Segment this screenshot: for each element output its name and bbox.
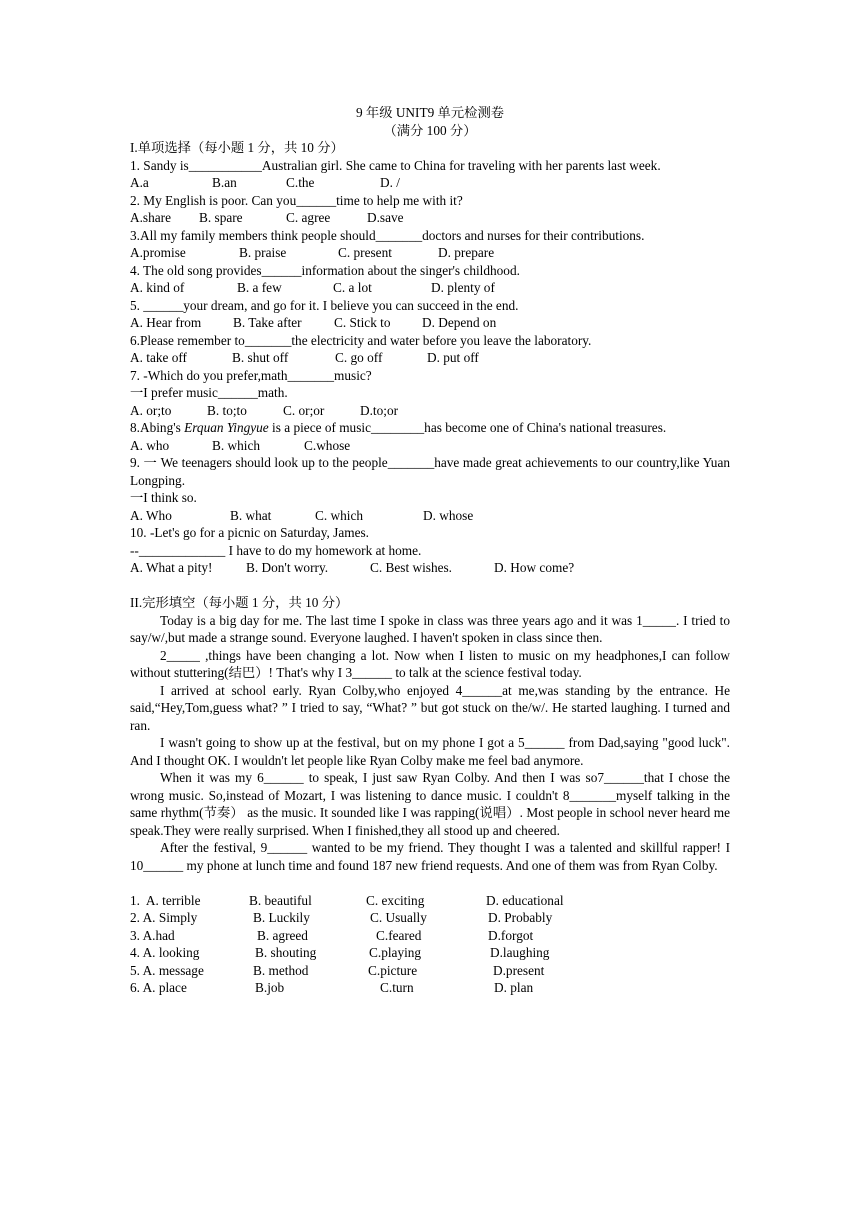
question-stem-part: is a piece of music________has become one of China's national treasures. [268, 420, 667, 435]
choice-row [130, 892, 730, 910]
exam-subtitle: （满分 100 分） [383, 122, 477, 138]
option: A. What a pity! [130, 560, 213, 575]
choice: B. Luckily [253, 910, 310, 925]
option: C. a lot [333, 280, 372, 295]
question-options [130, 559, 730, 577]
option: D. / [380, 175, 400, 190]
option: C. Best wishes. [370, 560, 453, 575]
choice: D. Probably [488, 910, 553, 925]
option: D. whose [423, 507, 474, 523]
section2-heading: II.完形填空（每小题 1 分，共 10 分） [130, 595, 349, 610]
choice-row [130, 979, 730, 997]
option: B. Don't worry. [246, 560, 329, 575]
option: B. shut off [232, 350, 289, 365]
choice: C. exciting [366, 892, 425, 908]
option: A. take off [130, 350, 187, 365]
passage-paragraph: 2_____ ,things have been changing a lot. Now when I listen to music on my headphones,I can follow without stuttering(结巴）! That's why I 3______ to talk at the science festival today. [130, 647, 730, 680]
question-stem: 10. -Let's go for a picnic on Saturday, James. [130, 525, 369, 540]
choice: 4. A. looking [130, 945, 200, 960]
question-options [130, 349, 730, 367]
option: C. present [338, 245, 392, 260]
spacer [130, 874, 730, 892]
choice: C.playing [369, 945, 422, 960]
choice: B. shouting [255, 945, 317, 960]
option: A. who [130, 437, 170, 453]
choice: C.turn [380, 980, 414, 995]
question-stem: 9. 一 We teenagers should look up to the people_______have made great achievements to our country,like Yuan Longping. [130, 455, 730, 488]
option: B.an [212, 175, 237, 190]
choice: D.laughing [490, 945, 550, 960]
option: A.promise [130, 245, 186, 260]
option: B. which [212, 437, 261, 453]
question-options [130, 279, 730, 297]
choice: D. educational [486, 892, 564, 908]
option: C.the [286, 175, 315, 190]
option: A. kind of [130, 280, 185, 295]
exam-title: 9 年级 UNIT9 单元检测卷 [355, 105, 505, 120]
question-stem: 4. The old song provides______information about the singer's childhood. [130, 262, 520, 278]
option: D.to;or [360, 402, 399, 418]
spacer [130, 577, 730, 595]
choice: B. agreed [257, 927, 308, 943]
question-stem: 2. My English is poor. Can you______time to help me with it? [130, 192, 463, 208]
exam-page [130, 104, 730, 997]
choice: D.forgot [488, 927, 534, 943]
option: C. Stick to [334, 315, 391, 330]
option: C. agree [286, 210, 331, 225]
option: A.a [130, 175, 149, 190]
option: D. How come? [494, 560, 575, 575]
option: C. go off [335, 350, 383, 365]
passage-paragraph: I arrived at school early. Ryan Colby,who enjoyed 4______at me,was standing by the entrance. He said,“Hey,Tom,guess what? ” I tried to say, “What? ” but got stuck on the/w/. He started laughing. I turned and ran. [130, 682, 730, 733]
question-stem: 7. -Which do you prefer,math_______music? [130, 367, 372, 383]
question-stem: 3.All my family members think people should_______doctors and nurses for their contributions. [130, 227, 645, 243]
choice: B.job [255, 980, 285, 995]
option: A. Who [130, 507, 172, 523]
option: D.save [367, 210, 404, 225]
choice: C. Usually [370, 910, 427, 925]
question-stem: 1. Sandy is___________Australian girl. She came to China for traveling with her parents last week. [130, 157, 661, 173]
option: D. prepare [438, 245, 495, 260]
option: C. or;or [283, 402, 325, 418]
option: B. what [230, 507, 272, 523]
question-options [130, 209, 730, 227]
option: D. Depend on [422, 315, 497, 330]
choice: 2. A. Simply [130, 910, 198, 925]
option: B. Take after [233, 315, 302, 330]
question-options [130, 314, 730, 332]
option: B. a few [237, 280, 282, 295]
option: B. to;to [207, 402, 247, 418]
question-response: --_____________ I have to do my homework at home. [130, 542, 422, 558]
option: C.whose [304, 437, 351, 453]
choice: D. plan [494, 980, 534, 995]
question-options [130, 174, 730, 192]
question-options [130, 437, 730, 455]
question-options [130, 244, 730, 262]
choice: B. method [253, 962, 309, 978]
choice-row [130, 944, 730, 962]
song-title: Erquan Yingyue [184, 420, 269, 435]
option: B. praise [239, 245, 287, 260]
choice-row [130, 909, 730, 927]
choice-row [130, 927, 730, 945]
choice: 5. A. message [130, 962, 204, 978]
option: A. or;to [130, 402, 172, 418]
section1-heading: I.单项选择（每小题 1 分，共 10 分） [130, 140, 344, 155]
question-options [130, 507, 730, 525]
passage-paragraph: After the festival, 9______ wanted to be my friend. They thought I was a talented and skillful rapper! I 10______ my phone at lunch time and found 187 new friend requests. And one of them was from Ryan Colby. [130, 840, 730, 873]
question-stem: 6.Please remember to_______the electricity and water before you leave the laboratory. [130, 332, 592, 348]
choice: 3. A.had [130, 927, 175, 943]
option: B. spare [199, 210, 243, 225]
option: A. Hear from [130, 315, 202, 330]
cloze-choices [130, 892, 730, 997]
option: C. which [315, 507, 364, 523]
option: A.share [130, 210, 171, 225]
choice: C.feared [376, 927, 422, 943]
question-response: 一I prefer music______math. [130, 385, 288, 400]
passage-paragraph: When it was my 6______ to speak, I just saw Ryan Colby. And then I was so7______that I chose the wrong music. So,instead of Mozart, I was listening to dance music. I couldn't 8_______myself talking in the same rhythm(节奏） as the music. It sounded like I was rapping(说唱）. Most people in school never heard me speak.They were really surprised. When I finished,they all stood up and cheered. [130, 770, 730, 838]
choice-row [130, 962, 730, 980]
question-stem-part: 8.Abing's [130, 420, 185, 435]
question-response: 一I think so. [130, 490, 197, 505]
passage-paragraph: I wasn't going to show up at the festival, but on my phone I got a 5______ from Dad,saying "good luck". And I thought OK. I wouldn't let people like Ryan Colby make me feel bad anymore. [130, 735, 730, 768]
question-stem [130, 419, 730, 437]
choice: D.present [493, 962, 545, 978]
passage-paragraph: Today is a big day for me. The last time I spoke in class was three years ago and it was 1_____. I tried to say/w/,but made a strange sound. Everyone laughed. I haven't spoken in class since then. [130, 612, 730, 645]
question-stem: 5. ______your dream, and go for it. I believe you can succeed in the end. [130, 297, 519, 313]
option: D. plenty of [431, 280, 495, 295]
question-options [130, 402, 730, 420]
choice: B. beautiful [249, 892, 312, 908]
choice: 6. A. place [130, 980, 187, 995]
choice: C.picture [368, 962, 418, 978]
choice: 1. A. terrible [130, 892, 201, 908]
option: D. put off [427, 350, 479, 365]
